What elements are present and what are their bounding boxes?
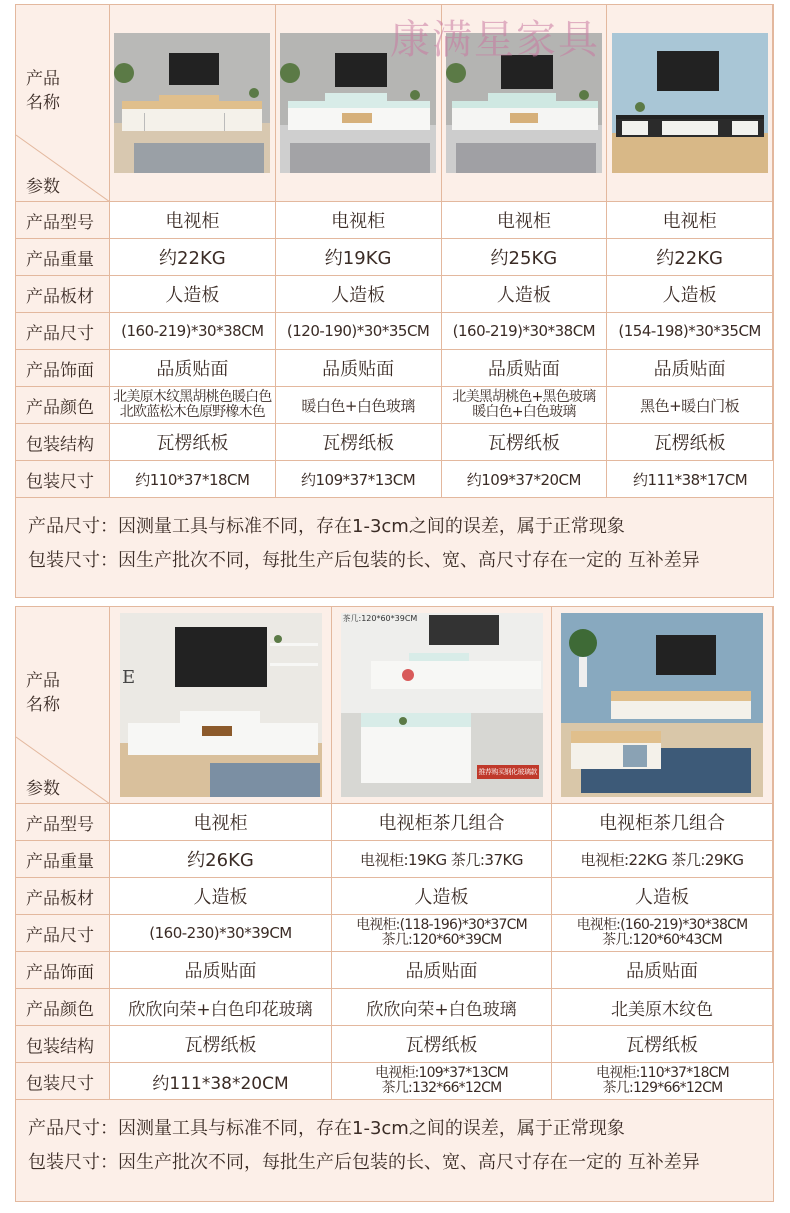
color-line-2: 北欧蓝松木色原野橡木色 <box>119 404 265 420</box>
cell-model: 电视柜 <box>276 202 442 239</box>
cell-weight: 约22KG <box>607 239 773 276</box>
cell-weight: 电视柜:19KG 茶几:37KG <box>332 841 552 878</box>
cell-size: (160-219)*30*38CM <box>110 313 276 350</box>
header-params: 参数 <box>26 177 60 197</box>
cell-pack-structure: 瓦楞纸板 <box>442 424 608 461</box>
row-label-pack-size: 包装尺寸 <box>16 1063 110 1100</box>
row-label-material: 产品板材 <box>16 276 110 313</box>
cell-pack-structure: 瓦楞纸板 <box>332 1026 552 1063</box>
cell-pack-structure: 瓦楞纸板 <box>110 424 276 461</box>
cell-model: 电视柜茶几组合 <box>552 804 773 841</box>
row-label-size: 产品尺寸 <box>16 915 110 952</box>
row-label-color: 产品颜色 <box>16 387 110 424</box>
header-name-line-1: 产品 <box>26 671 60 691</box>
cell-size <box>552 915 773 952</box>
cell-material: 人造板 <box>607 276 773 313</box>
header-params: 参数 <box>26 779 60 799</box>
photo-caption: 茶几:120*60*39CM <box>342 614 418 623</box>
header-corner <box>16 607 110 804</box>
row-label-material: 产品板材 <box>16 878 110 915</box>
cell-model: 电视柜 <box>110 804 332 841</box>
pack-size-line-1: 电视柜:110*37*18CM <box>596 1065 729 1081</box>
cell-pack-size <box>332 1063 552 1100</box>
size-line-2: 茶几:120*60*39CM <box>381 932 502 948</box>
spec-table-2 <box>15 606 774 1202</box>
wood-set-living-room-photo <box>561 613 763 797</box>
cell-pack-structure: 瓦楞纸板 <box>552 1026 773 1063</box>
row-label-pack-structure: 包装结构 <box>16 1026 110 1063</box>
cell-material: 人造板 <box>110 878 332 915</box>
tv-cabinet-coffee-table-set-photo <box>341 613 543 797</box>
cell-size: (160-219)*30*38CM <box>442 313 608 350</box>
cell-color: 黑色+暖白门板 <box>607 387 773 424</box>
size-line-2: 茶几:120*60*43CM <box>602 932 722 948</box>
cell-color: 北美原木纹色 <box>552 989 773 1026</box>
row-label-finish: 产品饰面 <box>16 350 110 387</box>
row-label-size: 产品尺寸 <box>16 313 110 350</box>
cell-color: 欣欣向荣+白色印花玻璃 <box>110 989 332 1026</box>
cell-material: 人造板 <box>442 276 608 313</box>
row-label-color: 产品颜色 <box>16 989 110 1026</box>
note-size-tolerance: 产品尺寸：因测量工具与标准不同，存在1-3cm之间的误差，属于正常现象 <box>28 516 625 537</box>
cell-color: 欣欣向荣+白色玻璃 <box>332 989 552 1026</box>
spec-table-1 <box>15 4 774 598</box>
cell-model: 电视柜 <box>442 202 608 239</box>
cell-model: 电视柜 <box>110 202 276 239</box>
header-name-line-2: 名称 <box>26 93 60 113</box>
photo-badge: 推荐购买钢化玻璃款 <box>478 768 537 776</box>
cell-pack-size: 约109*37*20CM <box>442 461 608 498</box>
color-line-1: 北美黑胡桃色+黑色玻璃 <box>452 389 596 405</box>
cell-pack-size: 约109*37*13CM <box>276 461 442 498</box>
product-image-cell <box>607 5 773 202</box>
cell-color <box>110 387 276 424</box>
notes-block <box>16 498 773 578</box>
cell-weight: 约25KG <box>442 239 608 276</box>
cell-size: (120-190)*30*35CM <box>276 313 442 350</box>
cell-pack-structure: 瓦楞纸板 <box>276 424 442 461</box>
cell-pack-size: 约110*37*18CM <box>110 461 276 498</box>
cell-finish: 品质贴面 <box>332 952 552 989</box>
product-image-cell <box>332 607 552 804</box>
cell-weight: 约19KG <box>276 239 442 276</box>
color-line-1: 北美原木纹黑胡桃色暖白色 <box>113 389 272 405</box>
cell-finish: 品质贴面 <box>552 952 773 989</box>
cell-material: 人造板 <box>332 878 552 915</box>
pack-size-line-1: 电视柜:109*37*13CM <box>375 1065 508 1081</box>
note-size-tolerance: 产品尺寸：因测量工具与标准不同，存在1-3cm之间的误差，属于正常现象 <box>28 1118 625 1139</box>
cell-pack-structure: 瓦楞纸板 <box>110 1026 332 1063</box>
cell-weight: 约22KG <box>110 239 276 276</box>
cell-finish: 品质贴面 <box>110 952 332 989</box>
note-pack-variance: 包装尺寸：因生产批次不同，每批生产后包装的长、宽、高尺寸存在一定的 互补差异 <box>28 1152 700 1173</box>
cell-pack-structure: 瓦楞纸板 <box>607 424 773 461</box>
cell-color <box>442 387 608 424</box>
cell-model: 电视柜茶几组合 <box>332 804 552 841</box>
size-line-1: 电视柜:(160-219)*30*38CM <box>576 917 748 933</box>
note-pack-variance: 包装尺寸：因生产批次不同，每批生产后包装的长、宽、高尺寸存在一定的 互补差异 <box>28 550 700 571</box>
cell-finish: 品质贴面 <box>276 350 442 387</box>
row-label-pack-size: 包装尺寸 <box>16 461 110 498</box>
product-image-cell <box>110 5 276 202</box>
pack-size-line-2: 茶几:132*66*12CM <box>381 1080 502 1096</box>
cell-weight: 电视柜:22KG 茶几:29KG <box>552 841 773 878</box>
cell-size: (160-230)*30*39CM <box>110 915 332 952</box>
color-line-2: 暖白色+白色玻璃 <box>472 404 576 420</box>
header-corner <box>16 5 110 202</box>
cell-finish: 品质贴面 <box>110 350 276 387</box>
notes-block <box>16 1100 773 1180</box>
row-label-model: 产品型号 <box>16 202 110 239</box>
cell-material: 人造板 <box>552 878 773 915</box>
product-image-cell <box>110 607 332 804</box>
row-label-pack-structure: 包装结构 <box>16 424 110 461</box>
cell-size <box>332 915 552 952</box>
svg-text:E: E <box>121 667 135 688</box>
cell-color: 暖白色+白色玻璃 <box>276 387 442 424</box>
header-name-line-2: 名称 <box>26 695 60 715</box>
cell-material: 人造板 <box>276 276 442 313</box>
size-line-1: 电视柜:(118-196)*30*37CM <box>356 917 527 933</box>
cell-material: 人造板 <box>110 276 276 313</box>
row-label-weight: 产品重量 <box>16 239 110 276</box>
pack-size-line-2: 茶几:129*66*12CM <box>602 1080 723 1096</box>
watermark-logo: 康满星家具 <box>390 17 600 63</box>
cell-size: (154-198)*30*35CM <box>607 313 773 350</box>
row-label-weight: 产品重量 <box>16 841 110 878</box>
cell-finish: 品质贴面 <box>607 350 773 387</box>
cell-pack-size: 约111*38*20CM <box>110 1063 332 1100</box>
row-label-model: 产品型号 <box>16 804 110 841</box>
cell-model: 电视柜 <box>607 202 773 239</box>
row-label-finish: 产品饰面 <box>16 952 110 989</box>
cell-pack-size: 约111*38*17CM <box>607 461 773 498</box>
cell-pack-size <box>552 1063 773 1100</box>
printed-glass-tv-cabinet-photo <box>120 613 322 797</box>
wood-tv-cabinet-photo <box>114 33 270 173</box>
header-name-line-1: 产品 <box>26 69 60 89</box>
black-white-tv-cabinet-photo <box>612 33 768 173</box>
product-image-cell <box>552 607 773 804</box>
cell-finish: 品质贴面 <box>442 350 608 387</box>
cell-weight: 约26KG <box>110 841 332 878</box>
